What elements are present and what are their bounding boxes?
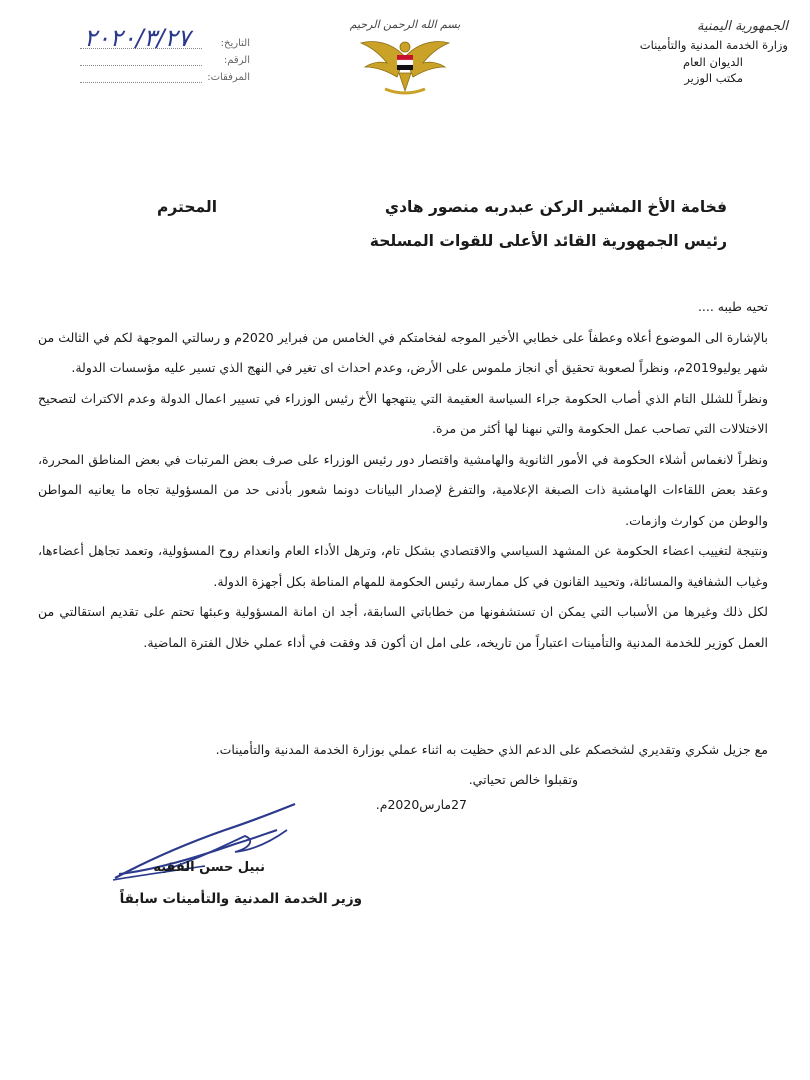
attachments-line [80, 73, 202, 83]
addressee-name: فخامة الأخ المشير الركن عبدربه منصور هادي [384, 198, 727, 216]
greeting: تحيه طيبه .... [697, 299, 768, 314]
addressee-block [87, 198, 727, 250]
regards-line: وتقبلوا خالص تحياتي. [468, 772, 578, 787]
minister-office: مكتب الوزير [684, 71, 743, 86]
yemen-eagle-emblem-icon [357, 33, 453, 99]
thanks-line: مع جزيل شكري وتقديري لشخصكم على الدعم الذي حظيت به اثناء عملي بوزارة الخدمة المدنية والتأمينات. [215, 742, 768, 757]
letter-body [38, 292, 768, 658]
ministry-name: وزارة الخدمة المدنية والتأمينات [639, 37, 788, 52]
paragraph-4: ونتيجة لتغييب اعضاء الحكومة عن المشهد السياسي والاقتصادي بشكل تام، وترهل الأداء العام وانعدام روح المسؤولية، وتعمد تجاهل أعضاءها، وغياب الشفافية والمسائلة، وتحييد القانون في كل ممارسة رئيس الحكومة للمهام المناطة بكل أجهزة الدولة. [38, 543, 768, 589]
number-line [80, 56, 202, 66]
letter-date: 27مارس2020م. [375, 797, 467, 812]
emblem-block [330, 18, 480, 99]
paragraph-2: ونظراً للشلل التام الذي أصاب الحكومة جراء السياسة العقيمة التي ينتهجها الأخ رئيس الوزراء في تسيير اعمال الدولة وعدم الاكتراث لتصحيح الاختلالات التي تصاحب عمل الحكومة والتي نبهنا لها أكثر من مرة. [38, 390, 768, 436]
addressee-title: رئيس الجمهورية القائد الأعلى للقوات المسلحة [369, 232, 727, 250]
basmala: بسم الله الرحمن الرحيم [349, 18, 461, 31]
republic-name: الجمهورية اليمنية [696, 19, 788, 34]
date-label: التاريخ: [220, 38, 250, 49]
paragraph-1: بالإشارة الى الموضوع أعلاه وعطفاً على خطابي الأخير الموجه لفخامتكم في الخامس من فبراير 2020م و رسالتي الموجهة لكم في الثالث من شهر يوليو2019م، ونظراً لصعوبة تحقيق أي انجاز ملموس على الأرض، وعدم احداث اى تغير في النهج الذي تسير عليه مؤسسات الدولة. [38, 329, 768, 375]
attachments-label: المرفقات: [207, 72, 250, 83]
ministry-header [538, 18, 788, 87]
attachments-field [80, 66, 250, 83]
paragraph-5: لكل ذلك وغيرها من الأسباب التي يمكن ان تستشفونها من خطاباتي السابقة، أجد ان امانة المسؤولية وعبئها تحتم على تقديم استقالتي من العمل كوزير للخدمة المدنية والتأمينات اعتباراً من تاريخه، على امل ان أكون قد وفقت في أداء عملي خلال الفترة الماضية. [38, 604, 768, 650]
number-label: الرقم: [223, 55, 250, 66]
signatory-name: نبيل حسن الفقيه [153, 860, 265, 875]
handwritten-date: ٢٠٢٠/٣/٢٧ [84, 24, 191, 52]
general-office: الديوان العام [682, 54, 743, 69]
addressee-line [87, 198, 727, 226]
paragraph-3: ونظراً لانغماس أشلاء الحكومة في الأمور الثانوية والهامشية واقتصار دور رئيس الوزراء على صرف بعض المرتبات في بعض المناطق المحررة، وعقد بعض اللقاءات الهامشية ذات الصبغة الإعلامية، والتفرغ لإصدار البيانات دونما شعور بأدنى حد من المسؤولية تجاه ما يعانيه المواطن والوطن من كوارث وازمات. [38, 451, 768, 528]
closing-block [216, 735, 768, 795]
signatory-title: وزير الخدمة المدنية والتأمينات سابقاً [119, 891, 362, 907]
honorific: المحترم [157, 198, 218, 216]
